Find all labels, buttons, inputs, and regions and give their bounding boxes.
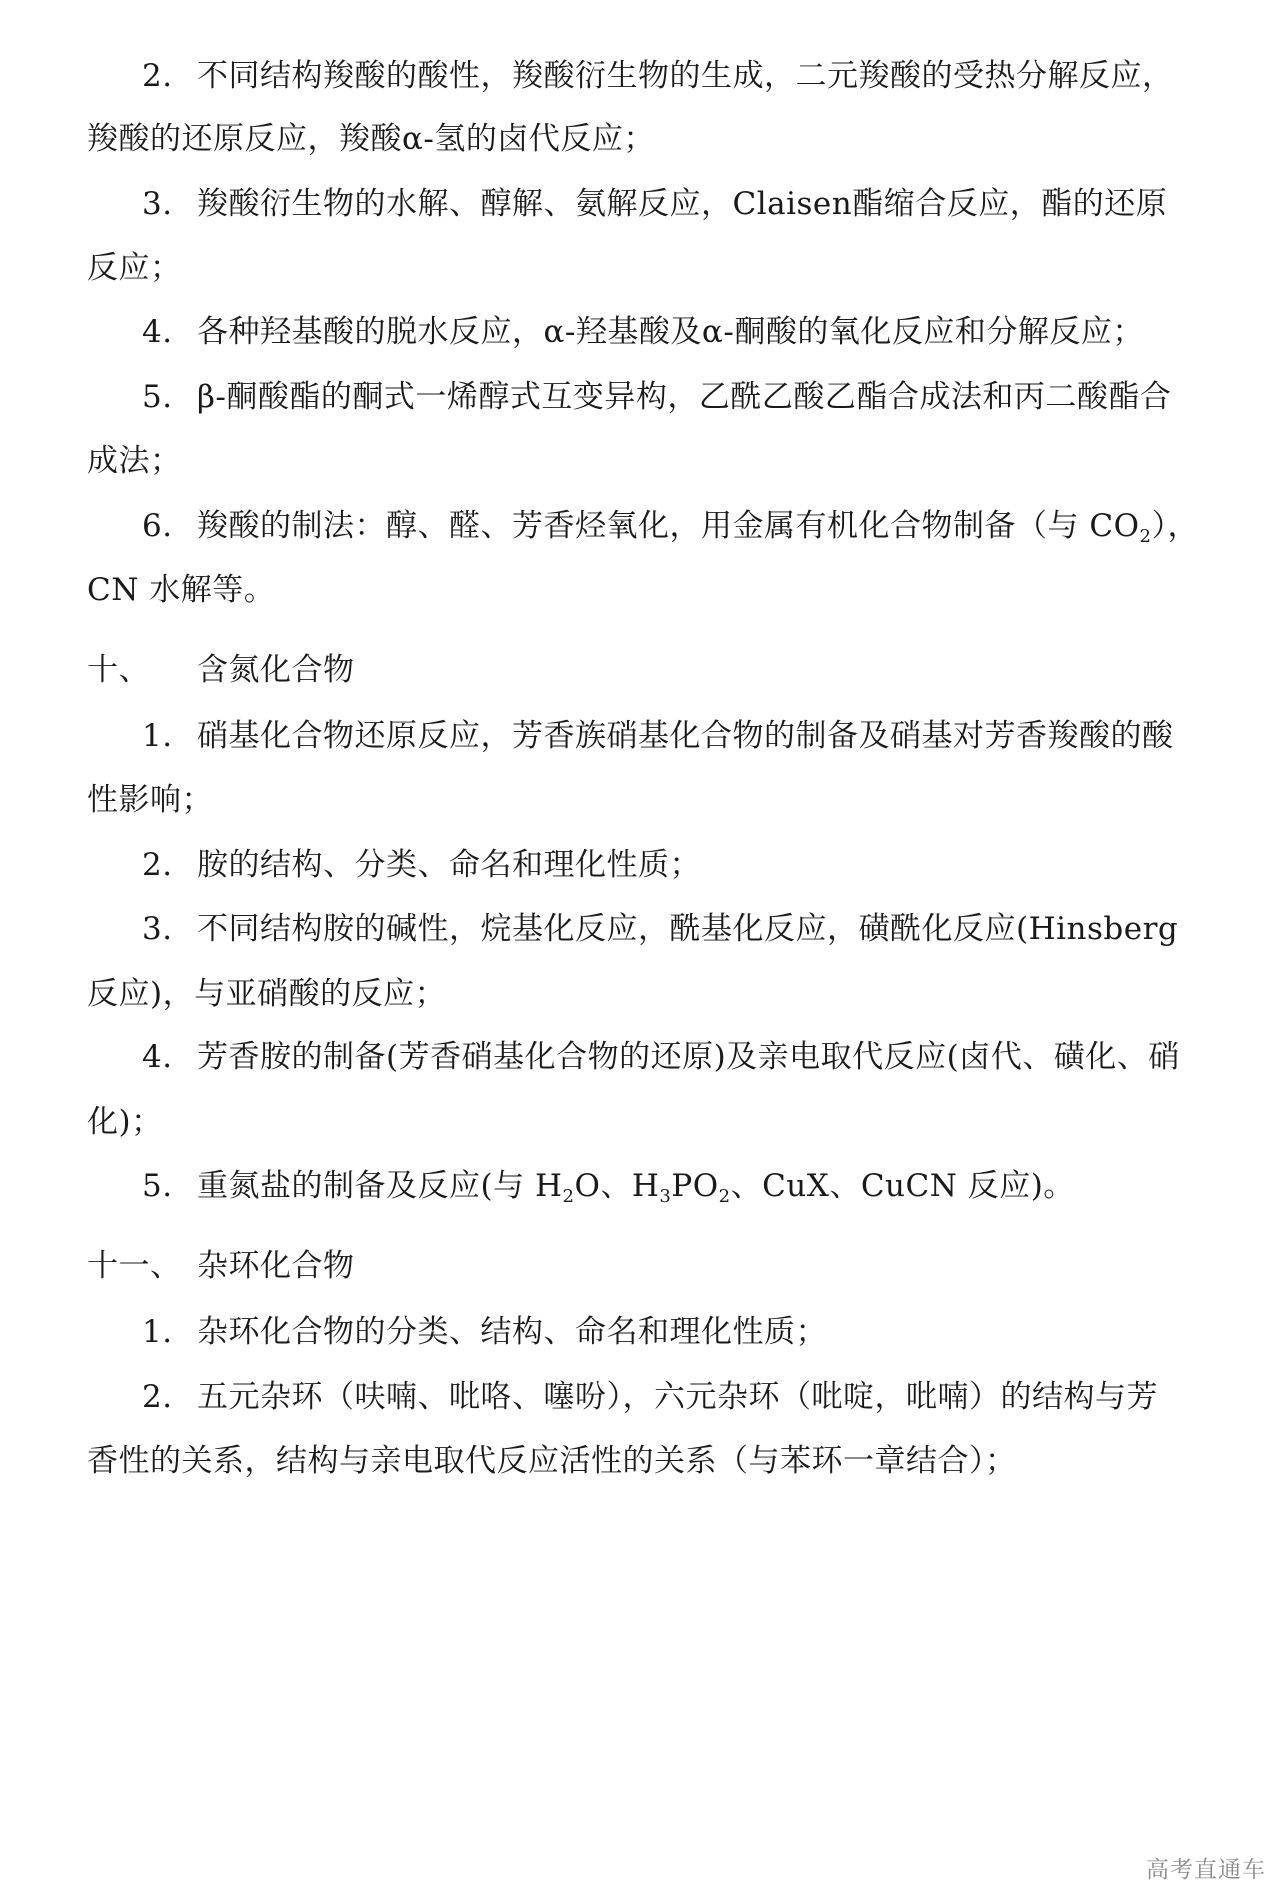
item-text <box>197 506 1199 546</box>
item-text: 胺的结构、分类、命名和理化性质； <box>197 847 701 883</box>
item-text: 香性的关系，结构与亲电取代反应活性的关系（与苯环一章结合）； <box>87 1443 1017 1479</box>
item-number: 5. <box>142 1168 173 1204</box>
item-text-segment: 羧酸的制法：醇、醛、芳香烃氧化，用金属有机化合物制备（与 CO <box>197 508 1140 544</box>
item-number: 3. <box>142 911 173 947</box>
subscript: 2 <box>718 1186 731 1207</box>
item-text-segment: ）， <box>1151 508 1199 544</box>
item-number: 3. <box>142 186 173 222</box>
item-text-segment: 重氮盐的制备及反应(与 H <box>197 1168 563 1204</box>
item-text: 杂环化合物的分类、结构、命名和理化性质； <box>197 1314 827 1350</box>
watermark-text: 高考直通车 <box>1146 1857 1266 1883</box>
item-text: 芳香胺的制备(芳香硝基化合物的还原)及亲电取代反应(卤代、磺化、硝 <box>197 1039 1180 1075</box>
item-text: 各种羟基酸的脱水反应，α-羟基酸及α-酮酸的氧化反应和分解反应； <box>197 314 1144 350</box>
subscript: 2 <box>1139 526 1152 547</box>
item-number: 1. <box>142 1314 173 1350</box>
item-text: 羧酸衍生物的水解、醇解、氨解反应，Claisen酯缩合反应，酯的还原 <box>197 186 1168 222</box>
section-number: 十一、 <box>87 1248 182 1284</box>
item-text: 羧酸的还原反应，羧酸α-氢的卤代反应； <box>87 121 655 157</box>
subscript: 3 <box>659 1186 672 1207</box>
item-number: 4. <box>142 1039 173 1075</box>
section-title: 含氮化合物 <box>197 652 355 688</box>
item-text: 硝基化合物还原反应，芳香族硝基化合物的制备及硝基对芳香羧酸的酸 <box>197 718 1174 754</box>
subscript: 2 <box>562 1186 575 1207</box>
item-text: 化)； <box>87 1104 163 1140</box>
item-text: 反应)，与亚硝酸的反应； <box>87 976 447 1012</box>
item-text-segment: PO <box>671 1168 719 1204</box>
item-text: CN 水解等。 <box>87 572 276 608</box>
item-text-segment: O、H <box>574 1168 660 1204</box>
item-number: 2. <box>142 1379 173 1415</box>
item-number: 4. <box>142 314 173 350</box>
item-text: 反应； <box>87 250 182 286</box>
item-number: 5. <box>142 379 173 415</box>
item-text: 性影响； <box>87 782 213 818</box>
item-number: 1. <box>142 718 173 754</box>
item-text: β-酮酸酯的酮式一烯醇式互变异构，乙酰乙酸乙酯合成法和丙二酸酯合 <box>197 379 1172 415</box>
item-number: 2. <box>142 847 173 883</box>
section-title: 杂环化合物 <box>197 1248 355 1284</box>
item-text: 成法； <box>87 443 182 479</box>
item-number: 2. <box>142 58 173 94</box>
item-text: 不同结构羧酸的酸性，羧酸衍生物的生成，二元羧酸的受热分解反应， <box>197 58 1174 94</box>
item-text-segment: 、CuX、CuCN 反应)。 <box>730 1168 1075 1204</box>
section-number: 十、 <box>87 652 150 688</box>
item-text <box>197 1166 1075 1206</box>
item-number: 6. <box>142 508 173 544</box>
item-text: 不同结构胺的碱性，烷基化反应，酰基化反应，磺酰化反应(Hinsberg <box>197 911 1179 947</box>
item-text: 五元杂环（呋喃、吡咯、噻吩），六元杂环（吡啶，吡喃）的结构与芳 <box>197 1379 1158 1415</box>
